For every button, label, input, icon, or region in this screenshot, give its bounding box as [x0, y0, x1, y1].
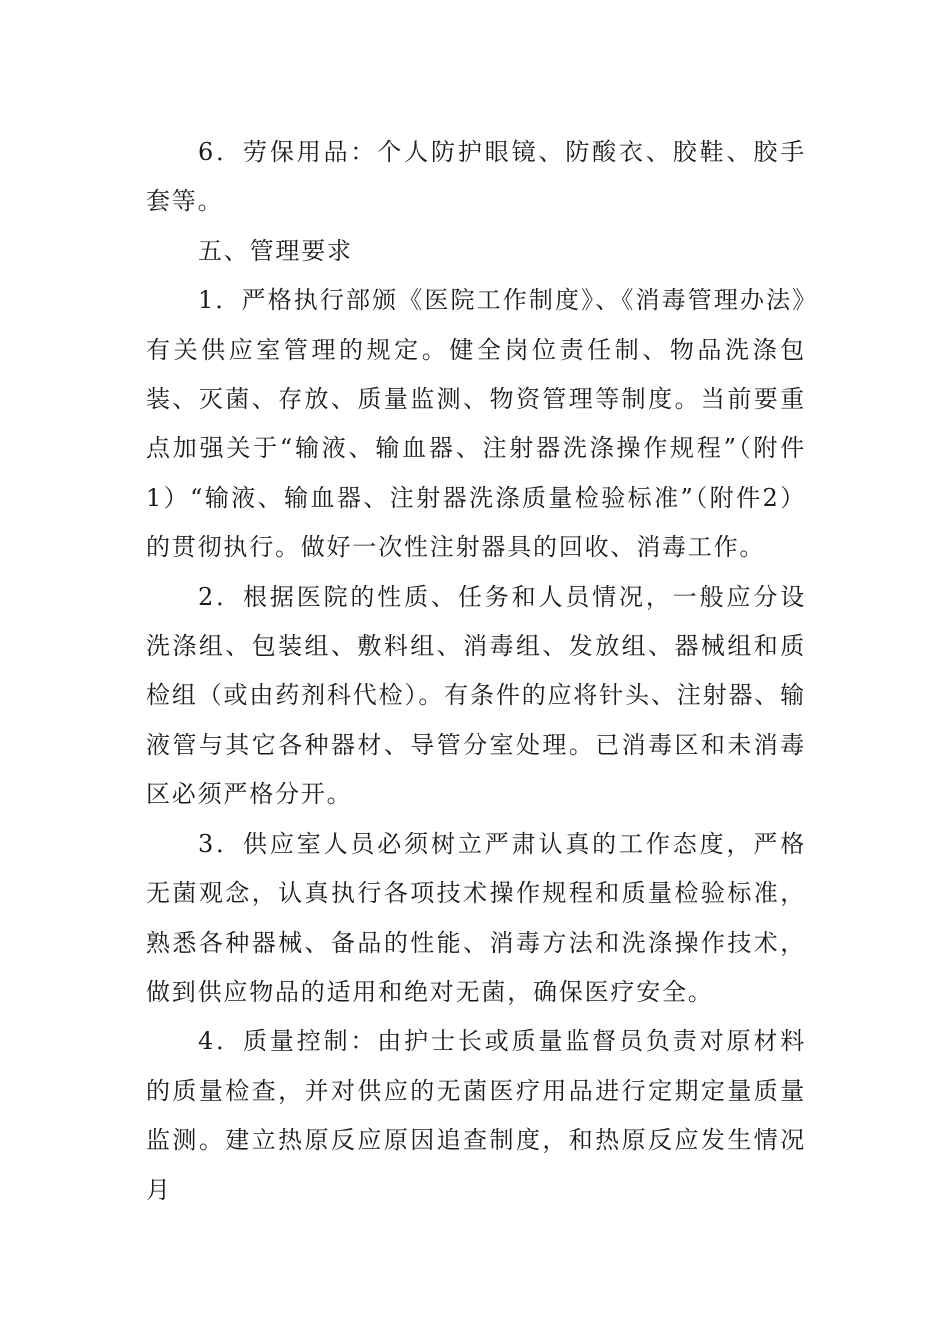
section-heading-management-requirements: 五、管理要求 — [198, 236, 353, 265]
paragraph-requirement-1: 1．严格执行部颁《医院工作制度》、《消毒管理办法》有关供应室管理的规定。健全岗位责任制、物品洗涤包装、灭菌、存放、质量监测、物资管理等制度。当前要重点加强关于“输液、输血器、注射器洗涤操作规程”（附件1）“输液、输血器、注射器洗涤质量检验标准”（附件2）的贯彻执行。做好一次性注射器具的回收、消毒工作。 — [146, 286, 806, 562]
paragraph-requirement-4: 4．质量控制：由护士长或质量监督员负责对原材料的质量检查，并对供应的无菌医疗用品进行定期定量质量监测。建立热原反应原因追查制度，和热原反应发生情况月 — [146, 1027, 806, 1204]
document-page — [146, 128, 806, 1215]
paragraph-requirement-2: 2．根据医院的性质、任务和人员情况，一般应分设洗涤组、包装组、敷料组、消毒组、发放组、器械组和质检组（或由药剂科代检）。有条件的应将针头、注射器、输液管与其它各种器材、导管分室处理。已消毒区和未消毒区必须严格分开。 — [146, 582, 806, 809]
paragraph-item-6-protective-supplies: 6．劳保用品：个人防护眼镜、防酸衣、胶鞋、胶手套等。 — [146, 138, 806, 216]
paragraph-requirement-3: 3．供应室人员必须树立严肃认真的工作态度，严格无菌观念，认真执行各项技术操作规程和质量检验标准，熟悉各种器械、备品的性能、消毒方法和洗涤操作技术，做到供应物品的适用和绝对无菌，确保医疗安全。 — [146, 829, 806, 1006]
